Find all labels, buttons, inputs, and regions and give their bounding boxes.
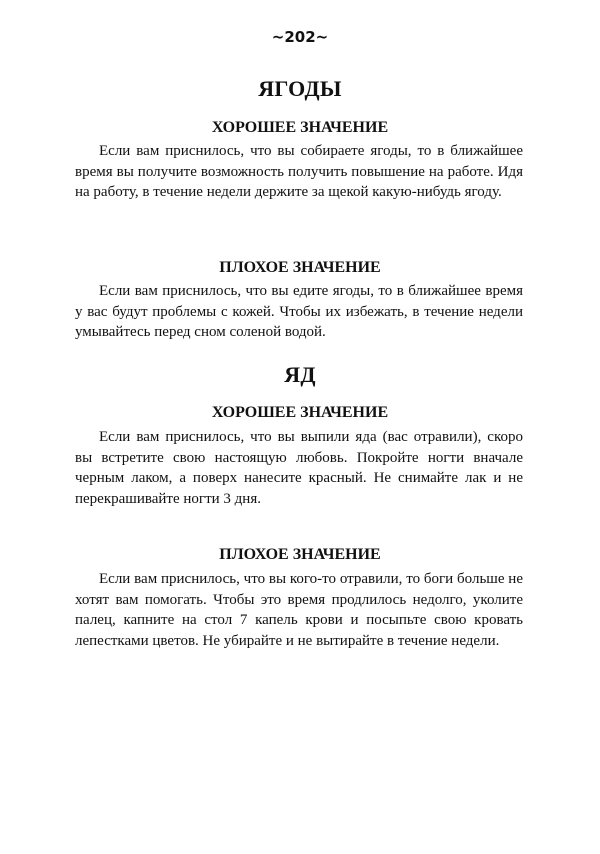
- section-title-berries: ЯГОДЫ: [258, 76, 342, 101]
- good-meaning-heading-berries: ХОРОШЕЕ ЗНАЧЕНИЕ: [211, 119, 389, 136]
- bad-meaning-text-berries: Если вам приснилось, что вы едите ягоды, то в ближайшее время у вас будут проблемы с кожей. Чтобы их избежать, в течение недели умывайтесь перед сном соленой водой.: [75, 283, 523, 341]
- good-meaning-text-poison: Если вам приснилось, что вы выпили яда (вас отравили), скоро вы встретите свою настоящую любовь. Покройте ногти вначале черным лаком, а поверх нанесите красный. Не снимайте лак и не перекрашивайте ногти 3 дня.: [75, 429, 523, 507]
- page-number: ~202~: [271, 28, 329, 46]
- bad-meaning-heading-berries: ПЛОХОЕ ЗНАЧЕНИЕ: [219, 259, 381, 276]
- good-meaning-heading-poison: ХОРОШЕЕ ЗНАЧЕНИЕ: [211, 404, 389, 421]
- bad-meaning-heading-poison: ПЛОХОЕ ЗНАЧЕНИЕ: [219, 546, 381, 563]
- bad-meaning-text-poison: Если вам приснилось, что вы кого-то отравили, то боги больше не хотят вам помогать. Чтобы это время продлилось недолго, уколите палец, капните на стол 7 капель крови и посыпьте свою кровать лепестками цветов. Не убирайте и не вытирайте в течение недели.: [75, 571, 523, 649]
- section-title-poison: ЯД: [284, 362, 316, 387]
- good-meaning-text-berries: Если вам приснилось, что вы собираете ягоды, то в ближайшее время вы получите возможность получить повышение на работе. Идя на работу, в течение недели держите за щекой какую-нибудь ягоду.: [75, 143, 523, 201]
